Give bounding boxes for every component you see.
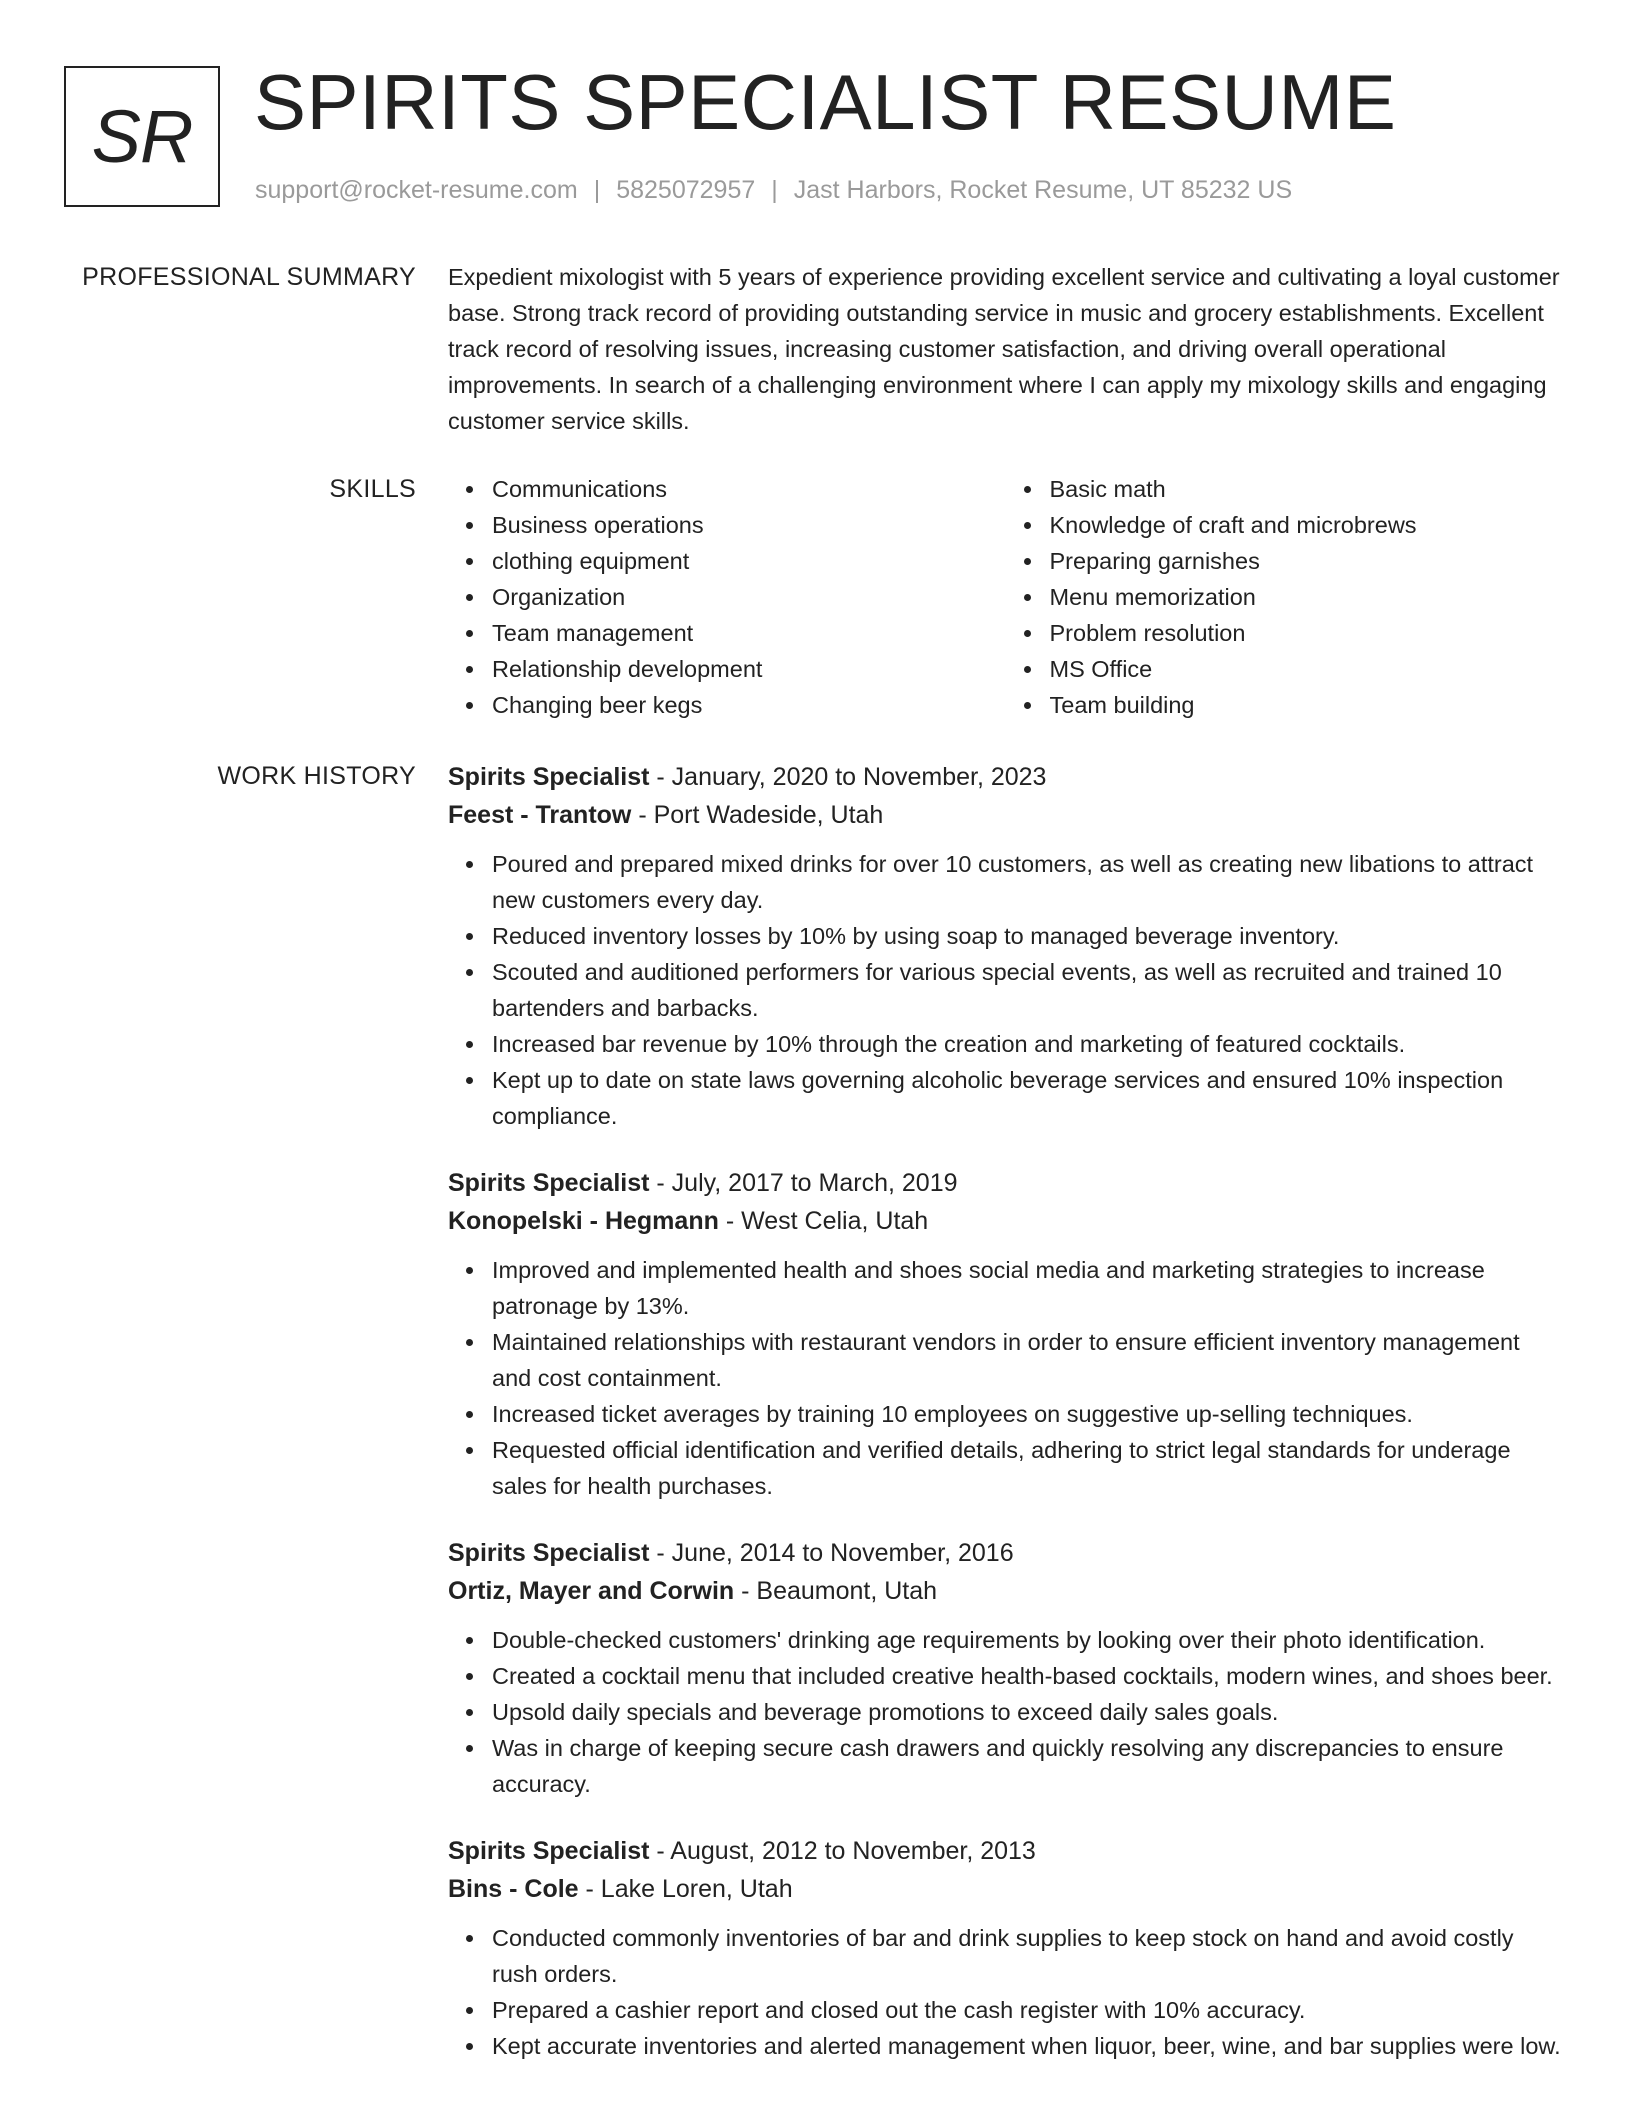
skill-item: Communications (492, 471, 1006, 507)
job-bullet: Increased ticket averages by training 10 employees on suggestive up-selling techniques. (492, 1396, 1563, 1432)
job-company-line (448, 796, 1563, 834)
skill-item: Menu memorization (1050, 579, 1564, 615)
job-role: Spirits Specialist (448, 1169, 650, 1197)
job-dates: - August, 2012 to November, 2013 (649, 1837, 1036, 1865)
work-history-heading: WORK HISTORY (217, 762, 416, 790)
job-bullet: Increased bar revenue by 10% through the creation and marketing of featured cocktails. (492, 1026, 1563, 1062)
job-bullets (448, 846, 1563, 1134)
monogram-text: SR (91, 95, 193, 178)
skill-item: Changing beer kegs (492, 687, 1006, 723)
contact-address: Jast Harbors, Rocket Resume, UT 85232 US (793, 176, 1293, 204)
skill-item: clothing equipment (492, 543, 1006, 579)
skills-grid (448, 471, 1563, 723)
job-role: Spirits Specialist (448, 763, 650, 791)
job-role: Spirits Specialist (448, 1837, 650, 1865)
monogram-badge (64, 66, 220, 207)
contact-phone[interactable]: 5825072957 (616, 176, 756, 204)
job-bullet: Improved and implemented health and shoes social media and marketing strategies to increase patronage by 13%. (492, 1252, 1563, 1324)
skill-item: Organization (492, 579, 1006, 615)
skill-item: Knowledge of craft and microbrews (1050, 507, 1564, 543)
skill-item: MS Office (1050, 651, 1564, 687)
skills-list-left (448, 471, 1006, 723)
job-entry (448, 1832, 1563, 2064)
job-entry (448, 1534, 1563, 1802)
skills-list-right (1006, 471, 1564, 723)
summary-text: Expedient mixologist with 5 years of experience providing excellent service and cultivating a loyal customer base. Strong track record of providing outstanding service in music and grocery establishments. Excellent track record of resolving issues, increasing customer satisfaction, and driving overall operational improvements. In search of a challenging environment where I can apply my mixology skills and engaging customer service skills. (448, 264, 1560, 434)
job-location: - Lake Loren, Utah (578, 1875, 793, 1903)
work-history-body (448, 758, 1563, 2094)
job-bullet: Requested official identification and verified details, adhering to strict legal standards for underage sales for health purchases. (492, 1432, 1563, 1504)
skill-item: Preparing garnishes (1050, 543, 1564, 579)
job-entry (448, 758, 1563, 1134)
resume-title: SPIRITS SPECIALIST RESUME (254, 58, 1397, 146)
job-bullet: Reduced inventory losses by 10% by using soap to managed beverage inventory. (492, 918, 1563, 954)
job-dates: - June, 2014 to November, 2016 (649, 1539, 1014, 1567)
job-bullet: Poured and prepared mixed drinks for over 10 customers, as well as creating new libations to attract new customers every day. (492, 846, 1563, 918)
skill-item: Basic math (1050, 471, 1564, 507)
job-bullet: Double-checked customers' drinking age requirements by looking over their photo identification. (492, 1622, 1563, 1658)
job-role-line (448, 758, 1563, 796)
job-dates: - July, 2017 to March, 2019 (649, 1169, 958, 1197)
summary-heading: PROFESSIONAL SUMMARY (82, 263, 416, 291)
contact-email[interactable]: support@rocket-resume.com (255, 176, 578, 204)
job-company-line (448, 1870, 1563, 1908)
job-bullet: Maintained relationships with restaurant vendors in order to ensure efficient inventory management and cost containment. (492, 1324, 1563, 1396)
job-bullet: Conducted commonly inventories of bar and drink supplies to keep stock on hand and avoid costly rush orders. (492, 1920, 1563, 1992)
job-bullet: Prepared a cashier report and closed out the cash register with 10% accuracy. (492, 1992, 1563, 2028)
summary-body (448, 259, 1563, 439)
job-company: Bins - Cole (448, 1875, 579, 1903)
job-role-line (448, 1534, 1563, 1572)
job-bullet: Upsold daily specials and beverage promotions to exceed daily sales goals. (492, 1694, 1563, 1730)
job-location: - Beaumont, Utah (734, 1577, 938, 1605)
job-bullet: Kept up to date on state laws governing alcoholic beverage services and ensured 10% inspection compliance. (492, 1062, 1563, 1134)
job-company: Ortiz, Mayer and Corwin (448, 1577, 735, 1605)
job-company-line (448, 1572, 1563, 1610)
job-bullet: Created a cocktail menu that included creative health-based cocktails, modern wines, and shoes beer. (492, 1658, 1563, 1694)
skill-item: Problem resolution (1050, 615, 1564, 651)
job-bullets (448, 1252, 1563, 1504)
job-bullet: Scouted and auditioned performers for various special events, as well as recruited and trained 10 bartenders and barbacks. (492, 954, 1563, 1026)
job-bullet: Kept accurate inventories and alerted management when liquor, beer, wine, and bar supplies were low. (492, 2028, 1563, 2064)
job-entry (448, 1164, 1563, 1504)
skills-heading: SKILLS (329, 475, 416, 503)
skills-body (448, 471, 1563, 723)
job-company: Konopelski - Hegmann (448, 1207, 719, 1235)
job-company: Feest - Trantow (448, 801, 632, 829)
contact-separator: | (771, 176, 778, 204)
skill-item: Team building (1050, 687, 1564, 723)
job-bullet: Was in charge of keeping secure cash drawers and quickly resolving any discrepancies to ensure accuracy. (492, 1730, 1563, 1802)
job-location: - Port Wadeside, Utah (631, 801, 884, 829)
skill-item: Business operations (492, 507, 1006, 543)
contact-separator: | (593, 176, 601, 204)
job-location: - West Celia, Utah (718, 1207, 929, 1235)
job-role-line (448, 1164, 1563, 1202)
job-company-line (448, 1202, 1563, 1240)
skill-item: Team management (492, 615, 1006, 651)
job-role-line (448, 1832, 1563, 1870)
skill-item: Relationship development (492, 651, 1006, 687)
job-bullets (448, 1622, 1563, 1802)
job-bullets (448, 1920, 1563, 2064)
job-role: Spirits Specialist (448, 1539, 650, 1567)
contact-line (255, 174, 1292, 206)
job-dates: - January, 2020 to November, 2023 (649, 763, 1047, 791)
